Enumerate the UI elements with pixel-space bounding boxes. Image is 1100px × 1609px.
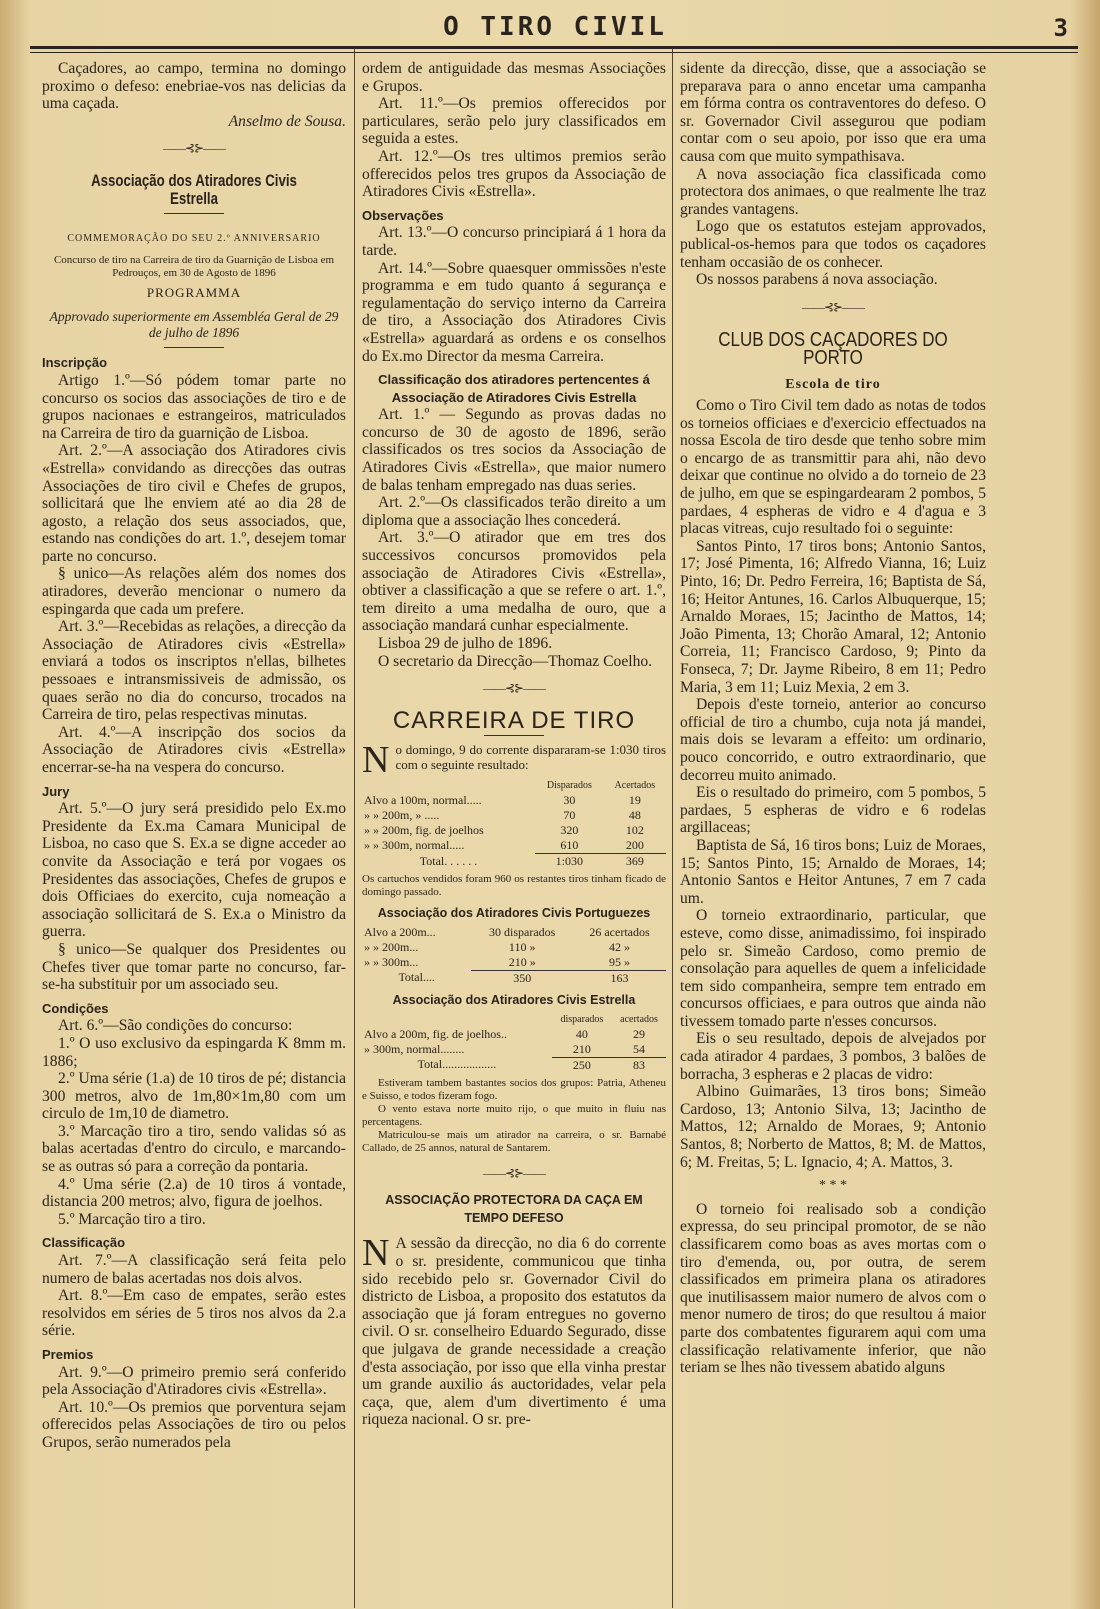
paragraph <box>362 1232 666 1429</box>
subheading: Condições <box>42 1000 109 1016</box>
table-cell: » » 200m, » ..... <box>364 808 440 823</box>
paragraph: Art. 3.º—Recebidas as relações, a direcção da Associação de Atiradores civis «Estrella» enviará a todos os inscriptos n'ellas, bilhetes pessoaes e intransmissiveis de admissão, os quaes serão no dia do concurso, trocados na Carreira de tiro, pelas respectivas minutas. <box>42 618 346 724</box>
table-row <box>362 940 666 955</box>
paragraph: Art. 2.º—Os classificados terão direito a um diploma que a associação lhes concederá. <box>362 494 666 529</box>
table-row <box>362 808 666 823</box>
paragraph: Art. 13.º—O concurso principiará á 1 hora da tarde. <box>362 224 666 259</box>
paragraph: Art. 1.º — Segundo as provas dadas no concurso de 30 de agosto de 1896, serão classificados os tres socios da Associação de Atiradores Civis «Estrella», que maior numero de balas tenham empregado nas duas series. <box>362 406 666 494</box>
table-cell: 369 <box>604 854 666 870</box>
table-row <box>362 1042 666 1058</box>
paragraph: Eis o resultado do primeiro, com 5 pombos, 5 pardaes, 5 espheras de vidro e 6 rodelas argillaceas; <box>680 784 986 837</box>
table-cell: » » 200m, fig. de joelhos <box>364 823 484 838</box>
section-heading: CARREIRA DE TIRO <box>392 706 636 734</box>
short-rule <box>484 735 544 736</box>
paragraph: Art. 14.º—Sobre quaesquer ommissões n'este programma e em tudo quanto á segurança e regulamentação do serviço interno da Carreira de tiro, a Associação dos Atiradores Civis «Estrella» aguardará as ordens e os conselhos do Ex.mo Director da mesma Carreira. <box>362 259 666 365</box>
table-cell: 200 <box>625 838 644 853</box>
paragraph: 4.º Uma série (2.a) de 10 tiros á vontade, distancia 200 metros; alvo, figura de joelhos. <box>42 1175 346 1211</box>
signature: O secretario da Direcção—Thomaz Coelho. <box>378 652 653 670</box>
table-cell: 30 disparados <box>489 924 556 939</box>
paragraph: Art. 7.º—A classificação será feita pelo numero de balas acertadas nos dois alvos. <box>42 1252 346 1287</box>
section-heading: Associação dos Atiradores Civis Estrella <box>91 170 297 208</box>
table-header: Acertados <box>614 780 656 792</box>
paragraph: Baptista de Sá, 16 tiros bons; Luiz de Moraes, 15; Santos Pinto, 15; Arnaldo de Moraes, 14; Antonio Santos e Heitor Antunes, 7 em 7 cada um. <box>680 836 986 907</box>
table-cell: 250 <box>552 1057 612 1073</box>
paragraph: Artigo 1.º—Só pódem tomar parte no concurso os socios das associações de tiro e de grupos nacionaes e estrangeiros, matriculados na Carreira de tiro da guarnição de Lisboa. <box>42 371 346 442</box>
paragraph: § unico—Se qualquer dos Presidentes ou Chefes tiver que tomar parte no concurso, far-se-ha substituir por um associado seu. <box>42 940 346 994</box>
column-divider <box>354 48 355 1608</box>
table-cell: Alvo a 200m... <box>364 924 436 939</box>
table-row <box>362 1027 666 1042</box>
subheading: Jury <box>42 783 70 799</box>
column-3 <box>680 60 986 1377</box>
table-row <box>362 838 666 854</box>
page-number: 3 <box>1053 14 1068 42</box>
asterism: * * * <box>819 1178 847 1194</box>
table-total-row <box>362 854 666 870</box>
paragraph: O torneio extraordinario, particular, que esteve, como disse, animadissimo, foi inspirado pelo sr. Simeão Cardoso, como premio de consolação para aquelles de quem a infelicidade tem sido companheira, sempre tem entrado em concursos officiaes, e para outros que ainda não tivessem tomado parte n'esses concursos. <box>680 907 986 1030</box>
table-cell: Total.... <box>398 970 435 985</box>
table-row <box>362 793 666 808</box>
header-rule-thin <box>30 52 1078 53</box>
paragraph: Art. 3.º—O atirador que em tres dos successivos concursos promovidos pela associação de Atiradores Civis «Estrella», obtiver a classificação a que se refere o art. 1.º, tem direito a uma medalha de ouro, que a associação mandará cunhar especialmente. <box>362 529 666 635</box>
short-rule <box>164 347 224 348</box>
paragraph: Eis o seu resultado, depois de alvejados por cada atirador 4 pardaes, 3 pombos, 3 balões de borracha, 3 espheras e 2 placas de vidro: <box>680 1030 986 1083</box>
table-cell: 29 <box>633 1026 646 1041</box>
table-cell: 163 <box>573 970 666 986</box>
dateline: Lisboa 29 de julho de 1896. <box>378 635 553 652</box>
paragraph <box>362 739 666 782</box>
table-header: Disparados <box>546 780 592 792</box>
paragraph: Os nossos parabens á nova associação. <box>696 271 938 289</box>
paragraph: Art. 5.º—O jury será presidido pelo Ex.mo Presidente da Ex.ma Camara Municipal de Lisboa, no caso que S. Ex.a se digne acceder ao convite da Associação e terá por vogaes os Presidentes das associações, Chefes de grupos e dois Officiaes do exercito, cuja nomeação a associação sollicitará de S. Ex.a o Ministro da guerra. <box>42 800 346 941</box>
section-heading: ASSOCIAÇÃO PROTECTORA DA CAÇA EM TEMPO DEFESO <box>385 1193 643 1225</box>
table-cell: 350 <box>471 970 573 986</box>
table-cell: » » 300m... <box>364 954 419 969</box>
drop-cap: N <box>362 1232 390 1275</box>
paragraph: Como o Tiro Civil tem dado as notas de todos os torneios officiaes e d'exercicio effectuados na nossa Escola de tiro desde que tenho sobre mim o encargo de as transmittir para ahi, não devo deixar que continue no olvido a do torneio de 23 de julho, em que se espingardearam 2 pombos, 5 pardaes, 4 espheras de vidro e 4 d'agua e 3 placas vitreas, cujo resultado foi o seguinte: <box>680 397 986 538</box>
paragraph: Art. 8.º—Em caso de empates, serão estes resolvidos em séries de 5 tiros nos alvos da 2.a série. <box>42 1287 346 1340</box>
table-cell: » 300m, normal........ <box>364 1041 465 1056</box>
paragraph: Santos Pinto, 17 tiros bons; Antonio Santos, 17; José Pimenta, 16; Alfredo Vianna, 16; Luiz Pinto, 16; Dr. Pedro Ferreira, 16; Baptista de Sá, 16; Heitor Antunes, 16. Carlos Albuquerque, 15; Arnaldo Moraes, 15; Jacintho de Mattos, 14; João Pimenta, 13; Chorão Amaral, 12; Antonio Correia, 11; Francisco Cardoso, 9; Pinto da Fonseca, 7; Dr. Jayme Ribeiro, 8 em 11; Pedro Maria, 3 em 11; Luiz Mexia, 2 em 3. <box>680 537 986 696</box>
ornament-divider: ——⊰⊱—— <box>801 299 865 314</box>
table-cell: Alvo a 200m, fig. de joelhos.. <box>364 1026 507 1041</box>
table-header <box>362 1012 552 1027</box>
table-cell: 95 » <box>609 954 631 969</box>
paragraph: Caçadores, ao campo, termina no domingo proximo o defeso: enebriae-vos nas delicias da uma caçada. <box>42 60 346 113</box>
table-cell: 320 <box>560 823 579 838</box>
table-cell: 48 <box>628 808 641 823</box>
paragraph: Art. 2.º—A associação dos Atiradores civis «Estrella» convidando as direcções das outras Associações de tiro civil e Chefes de grupos, sollicitará que lhe enviem até ao dia 28 de agosto, a relação dos seus associados, que, estando nas condições do art. 1.º, desejem tomar parte no concurso. <box>42 442 346 565</box>
subheading: Premios <box>42 1347 94 1362</box>
subheading: Classificação dos atiradores pertencentes á Associação de Atiradores Civis Estrella <box>378 372 650 405</box>
paragraph: Os cartuchos vendidos foram 960 os restantes tiros tinham ficado de domingo passado. <box>362 873 666 899</box>
page-header <box>30 10 1080 50</box>
paragraph: ordem de antiguidade das mesmas Associações e Grupos. <box>362 60 666 95</box>
subheading: PROGRAMMA <box>146 284 242 300</box>
paragraph: Art. 11.º—Os premios offerecidos por particulares, serão pelo jury classificados em seguida a estes. <box>362 95 666 148</box>
section-heading: CLUB DOS CAÇADORES DO PORTO <box>718 329 948 369</box>
column-2 <box>362 60 666 1429</box>
table-cell: 70 <box>563 808 576 823</box>
subheading: Classificação <box>42 1235 126 1251</box>
paragraph: sidente da direcção, disse, que a associação se preparava para o anno encetar uma campanha em fórma contra os contraventores do defeso. O sr. Governador Civil assegurou que podiam contar com o seu apoio, por isso que era uma causa com que muito sympathisava. <box>680 60 986 165</box>
paragraph: Art. 4.º—A inscripção dos socios da Associação de Atiradores civis «Estrella» encerrar-se-ha na vespera do concurso. <box>42 723 346 776</box>
paragraph: 5.º Marcação tiro a tiro. <box>58 1210 206 1228</box>
paragraph-text: A sessão da direcção, no dia 6 do corrente o sr. presidente, communicou que tinha sido recebido pelo sr. Governador Civil do districto de Lisboa, a proposito dos estatutos da associação que já foram entregues no governo civil. O sr. conselheiro Eduardo Segurado, disse que julgava de grande necessidade a creação d'esta associação, por isso que ella vinha prestar um grande auxilio ás auctoridades, velar pela caça, que, alem d'um divertimento é uma riqueza nacional. O sr. pre- <box>362 1235 666 1429</box>
table-cell: 40 <box>575 1026 588 1041</box>
paragraph: Art. 12.º—Os tres ultimos premios serão offerecidos pelos tres grupos da Associação de Atiradores Civis «Estrella». <box>362 147 666 201</box>
table-cell: 83 <box>612 1057 666 1073</box>
drop-cap: N <box>362 739 390 782</box>
table-cell: 30 <box>563 793 576 808</box>
paragraph: 2.º Uma série (1.a) de 10 tiros de pé; distancia 300 metros, alvo de 1m,80×1m,80 com um circulo de 1m,10 de diametro. <box>42 1070 346 1123</box>
table-cell: » » 200m... <box>364 939 419 954</box>
table-cell: » » 300m, normal..... <box>364 838 465 853</box>
table-cell: 610 <box>560 838 579 853</box>
table-cell: 210 » <box>508 954 536 969</box>
paragraph: Art. 10.º—Os premios que porventura sejam offerecidos pelas Associações de tiro ou pelos Grupos, serão numerados pela <box>42 1398 346 1451</box>
table-cell: 26 acertados <box>589 924 650 939</box>
paragraph: Approvado superiormente em Assembléa Geral de 29 de julho de 1896 <box>49 309 339 341</box>
subheading: Associação dos Atiradores Civis Estrella <box>392 992 636 1007</box>
table-cell: 110 » <box>508 939 536 954</box>
table-header: disparados <box>560 1013 604 1025</box>
table-cell: 42 » <box>609 939 631 954</box>
table-row <box>362 955 666 971</box>
paragraph: § unico—As relações além dos nomes dos atiradores, deverão mencionar o numero da espingarda que cada um prefere. <box>42 565 346 618</box>
subheading: COMMEMORAÇÃO DO SEU 2.º ANNIVERSARIO <box>67 233 321 245</box>
paragraph: A nova associação fica classificada como protectora dos animaes, o que realmente lhe traz grandes vantagens. <box>680 165 986 218</box>
short-rule <box>164 213 224 214</box>
paragraph: 1.º O uso exclusivo da espingarda K 8mm m. 1886; <box>42 1034 346 1070</box>
paragraph: Depois d'este torneio, anterior ao concurso official de tiro a chumbo, cuja nota já mandei, mais dois se levaram a effeito: um ordinario, pouco concorrido, e outro extraordinario, que decorreu muito animado. <box>680 696 986 784</box>
table-cell: 19 <box>628 793 641 808</box>
header-rule <box>30 46 1078 49</box>
subheading: Inscripção <box>42 355 108 371</box>
ornament-divider: ——⊰⊱—— <box>482 681 546 696</box>
results-table-portuguezes <box>362 925 666 986</box>
paragraph: Art. 9.º—O primeiro premio será conferido pela Associação d'Atiradores civis «Estrella». <box>42 1363 346 1399</box>
table-cell: 210 <box>572 1041 591 1056</box>
table-total-row <box>362 970 666 986</box>
column-1 <box>42 60 346 1452</box>
paragraph: Logo que os estatutos estejam approvados, publical-os-hemos para que todos os caçadores tenham occasião de os conhecer. <box>680 218 986 271</box>
table-row <box>362 925 666 940</box>
column-divider <box>672 48 673 1608</box>
paragraph: Art. 6.º—São condições do concurso: <box>58 1017 293 1035</box>
paragraph: 3.º Marcação tiro a tiro, sendo validas só as balas acertadas d'entro do circulo, e marcando-se as outras só para a correção da pontaria. <box>42 1122 346 1176</box>
subheading: Observações <box>362 207 444 223</box>
results-table-estrella <box>362 1012 666 1073</box>
paragraph: Concurso de tiro na Carreira de tiro da Guarnição de Lisboa em Pedrouços, em 30 de Agosto de 1896 <box>53 253 335 279</box>
paragraph: Albino Guimarães, 13 tiros bons; Simeão Cardoso, 13; Antonio Silva, 13; Jacintho de Mattos, 12; Arnaldo de Moraes, 9; Antonio Santos, 8; Norberto de Mattos, 8; M. de Mattos, 6; M. Freitas, 5; L. Ignacio, 4; A. Mattos, 3. <box>680 1083 986 1171</box>
ornament-divider: ——⊰⊱—— <box>162 141 226 156</box>
author-signature: Anselmo de Sousa. <box>228 112 346 130</box>
ornament-divider: ——⊰⊱—— <box>482 1165 546 1180</box>
table-cell: 102 <box>625 823 644 838</box>
subheading: Associação dos Atiradores Civis Portuguezes <box>377 906 651 921</box>
newspaper-title: O TIRO CIVIL <box>443 12 667 42</box>
paragraph: O vento estava norte muito rijo, o que muito in fluiu nas percentagens. <box>362 1102 666 1128</box>
results-table-carreira <box>362 778 666 869</box>
table-total-row <box>362 1057 666 1073</box>
table-header: acertados <box>620 1013 658 1025</box>
table-row <box>362 823 666 838</box>
table-cell: 1:030 <box>535 854 604 870</box>
subheading: Escola de tiro <box>785 376 881 392</box>
paragraph-text: o domingo, 9 do corrente dispararam-se 1:030 tiros com o seguinte resultado: <box>395 742 666 773</box>
paragraph: O torneio foi realisado sob a condição expressa, do seu principal promotor, de se não classificarem como boas as aves mortas com o tiro d'emenda, ou, por outra, de serem classificados em primeira plana os atiradores que inutilisassem maior numero de alvos com o menor numero de tiros; do que resultou á maior parte dos combatentes figurarem aqui com uma classificação relativamente inferior, que não teriam se lhes não tivessem abatido alguns <box>680 1200 986 1377</box>
table-cell: Total. . . . . . <box>419 853 478 868</box>
paragraph: Matriculou-se mais um atirador na carreira, o sr. Barnabé Callado, de 25 annos, natural de Santarem. <box>362 1128 666 1154</box>
table-cell: Alvo a 100m, normal..... <box>364 793 482 808</box>
table-cell: 54 <box>633 1041 646 1056</box>
paragraph: Estiveram tambem bastantes socios dos grupos: Patria, Atheneu e Suisso, e todos fizeram fogo. <box>362 1076 666 1102</box>
table-cell: Total.................. <box>417 1057 497 1072</box>
